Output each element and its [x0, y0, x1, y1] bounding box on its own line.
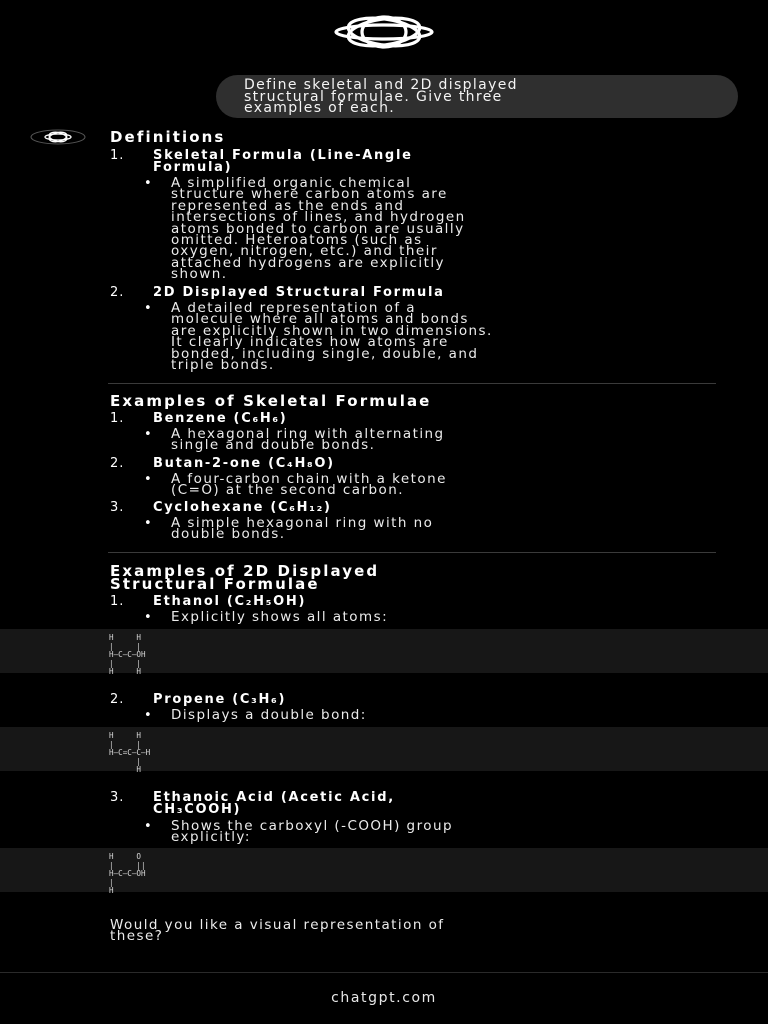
benzene-title: Benzene (C₆H₆)	[153, 411, 288, 426]
ethanoic-acid-title: Ethanoic Acid (Acetic Acid, CH₃COOH)	[153, 790, 395, 817]
list-number: 3.	[110, 790, 125, 805]
displayed-formula-title: 2D Displayed Structural Formula	[153, 285, 445, 300]
user-message-text: Define skeletal and 2D displayed structural formulae. Give three examples of each.	[244, 77, 518, 116]
list-number: 2.	[110, 285, 125, 300]
code-block-ethanoic-acid	[0, 848, 768, 895]
list-number: 2.	[110, 456, 125, 471]
bullet-marker: •	[144, 708, 152, 723]
section-divider	[108, 383, 716, 384]
skeletal-formula-title: Skeletal Formula (Line-Angle Formula)	[153, 148, 413, 175]
ethanoic-acid-description: Shows the carboxyl (-COOH) group explicitly:	[171, 818, 454, 846]
definitions-heading: Definitions	[110, 128, 226, 146]
openai-logo-icon	[331, 14, 437, 50]
displayed-examples-heading: Examples of 2D Displayed Structural Formulae	[110, 562, 380, 593]
user-message-bubble	[216, 75, 738, 118]
section-divider	[108, 552, 716, 553]
footer-divider	[0, 972, 768, 973]
list-number: 3.	[110, 500, 125, 515]
ethanoic-acid-structure-code: H O | || H—C—C—OH | H	[109, 852, 146, 895]
displayed-formula-definition: A detailed representation of a molecule where all atoms and bonds are explicitly shown in two dimensions. It clearly indicates how atoms are bonded, including single, double, and triple bonds.	[171, 300, 493, 374]
butanone-description: A four-carbon chain with a ketone (C=O) at the second carbon.	[171, 471, 447, 499]
assistant-avatar-icon	[30, 129, 86, 145]
ethanol-title: Ethanol (C₂H₅OH)	[153, 594, 307, 609]
list-number: 2.	[110, 692, 125, 707]
list-number: 1.	[110, 148, 125, 163]
bullet-marker: •	[144, 610, 152, 625]
propene-description: Displays a double bond:	[171, 707, 367, 723]
ethanol-structure-code: H H | | H—C—C—OH | | H H	[109, 633, 146, 676]
butanone-title: Butan-2-one (C₄H₈O)	[153, 456, 335, 471]
bullet-marker: •	[144, 472, 152, 487]
ethanol-description: Explicitly shows all atoms:	[171, 609, 389, 625]
bullet-marker: •	[144, 176, 152, 191]
footer-domain[interactable]: chatgpt.com	[331, 990, 437, 1006]
benzene-description: A hexagonal ring with alternating single and double bonds.	[171, 426, 445, 454]
list-number: 1.	[110, 411, 125, 426]
closing-question: Would you like a visual representation of these?	[110, 917, 445, 945]
code-block-ethanol	[0, 629, 768, 676]
cyclohexane-title: Cyclohexane (C₆H₁₂)	[153, 500, 332, 515]
skeletal-formula-definition: A simplified organic chemical structure where carbon atoms are represented as the ends and intersections of lines, and hydrogen atoms bonded to carbon are usually omitted. Heteroatoms (such as oxygen, nitrogen, etc.) and their attached hydrogens are explicitly shown.	[171, 175, 466, 283]
code-block-propene	[0, 727, 768, 774]
skeletal-examples-heading: Examples of Skeletal Formulae	[110, 392, 432, 410]
list-number: 1.	[110, 594, 125, 609]
propene-structure-code: H H | | H—C=C—C—H | H	[109, 731, 151, 774]
cyclohexane-description: A simple hexagonal ring with no double bonds.	[171, 515, 434, 543]
bullet-marker: •	[144, 516, 152, 531]
propene-title: Propene (C₃H₆)	[153, 692, 287, 707]
bullet-marker: •	[144, 427, 152, 442]
bullet-marker: •	[144, 301, 152, 316]
bullet-marker: •	[144, 819, 152, 834]
